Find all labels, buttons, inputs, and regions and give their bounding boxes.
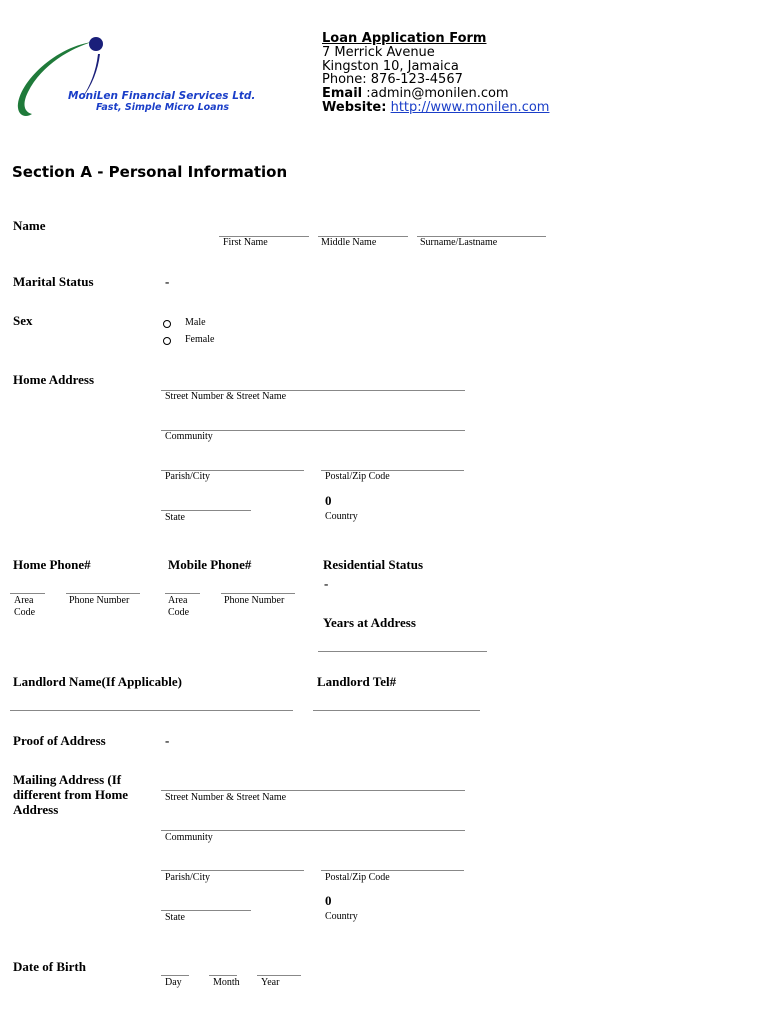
mail-community-caption: Community [165, 832, 213, 843]
proof-of-address-label: Proof of Address [13, 733, 106, 748]
logo-company-name: MoniLen Financial Services Ltd. [68, 90, 256, 102]
mail-state-input[interactable] [161, 896, 251, 911]
sex-label: Sex [13, 313, 33, 328]
landlord-name-label: Landlord Name(If Applicable) [13, 674, 183, 689]
home-street-caption: Street Number & Street Name [165, 391, 287, 402]
sex-male-label: Male [185, 317, 206, 328]
marital-status-label: Marital Status [13, 274, 94, 289]
website-link[interactable]: http://www.monilen.com [390, 99, 550, 115]
landlord-tel-label: Landlord Tel# [317, 674, 397, 689]
surname-caption: Surname/Lastname [420, 237, 498, 248]
years-at-address-label: Years at Address [323, 615, 416, 630]
home-country-caption: Country [325, 511, 358, 522]
mail-street-input[interactable] [161, 776, 465, 791]
mail-parish-caption: Parish/City [165, 872, 211, 883]
first-name-input[interactable] [219, 222, 309, 237]
home-street-input[interactable] [161, 376, 465, 391]
home-phone-number-input[interactable] [66, 579, 140, 594]
landlord-tel-input[interactable] [313, 696, 480, 711]
middle-name-caption: Middle Name [321, 237, 377, 248]
address-line-1: 7 Merrick Avenue [322, 44, 435, 60]
mail-postal-input[interactable] [321, 856, 464, 871]
marital-status-select[interactable]: - [165, 274, 170, 289]
surname-input[interactable] [417, 222, 546, 237]
company-contact-block [322, 32, 549, 115]
first-name-caption: First Name [223, 237, 268, 248]
dob-label: Date of Birth [13, 959, 86, 974]
mail-country-caption: Country [325, 911, 358, 922]
years-at-address-input[interactable] [318, 637, 487, 652]
proof-of-address-select[interactable]: - [165, 733, 170, 748]
residential-status-select[interactable]: - [324, 576, 329, 591]
dob-month-input[interactable] [209, 961, 237, 976]
mail-street-caption: Street Number & Street Name [165, 792, 287, 803]
email-line: Email :admin@monilen.com [322, 86, 509, 102]
sex-male-radio[interactable] [161, 318, 175, 332]
dob-day-input[interactable] [161, 961, 189, 976]
radio-icon [163, 337, 171, 345]
middle-name-input[interactable] [318, 222, 408, 237]
home-community-input[interactable] [161, 416, 465, 431]
mobile-area-code-input[interactable] [165, 579, 200, 594]
mail-parish-input[interactable] [161, 856, 304, 871]
dob-year-caption: Year [261, 977, 280, 988]
phone-text: Phone: 876-123-4567 [322, 72, 463, 88]
address-line-2: Kingston 10, Jamaica [322, 58, 459, 74]
section-title: Section A - Personal Information [12, 163, 288, 181]
home-area-caption: Area Code [14, 595, 36, 618]
dob-month-caption: Month [213, 977, 240, 988]
mail-country-select[interactable]: 0 [325, 893, 332, 908]
home-area-code-input[interactable] [10, 579, 45, 594]
home-community-caption: Community [165, 431, 213, 442]
home-phone-label: Home Phone# [13, 557, 91, 572]
home-state-caption: State [165, 512, 185, 523]
dob-year-input[interactable] [257, 961, 301, 976]
mailing-address-label: Mailing Address (If different from Home Address [13, 772, 129, 817]
company-logo [12, 34, 302, 120]
home-number-caption: Phone Number [69, 595, 130, 606]
mobile-phone-number-input[interactable] [221, 579, 295, 594]
home-state-input[interactable] [161, 496, 251, 511]
home-country-select[interactable]: 0 [325, 493, 332, 508]
mobile-number-caption: Phone Number [224, 595, 285, 606]
residential-status-label: Residential Status [323, 557, 424, 572]
mail-state-caption: State [165, 912, 185, 923]
home-postal-caption: Postal/Zip Code [325, 471, 390, 482]
mail-postal-caption: Postal/Zip Code [325, 872, 390, 883]
website-line: Website: http://www.monilen.com [322, 99, 550, 115]
mail-community-input[interactable] [161, 816, 465, 831]
sex-female-radio[interactable] [161, 335, 175, 349]
landlord-name-input[interactable] [10, 696, 293, 711]
logo-tagline: Fast, Simple Micro Loans [96, 102, 229, 113]
radio-icon [163, 320, 171, 328]
sex-female-label: Female [185, 334, 215, 345]
name-label: Name [13, 218, 46, 233]
home-postal-input[interactable] [321, 456, 464, 471]
dob-day-caption: Day [165, 977, 182, 988]
home-parish-caption: Parish/City [165, 471, 211, 482]
home-parish-input[interactable] [161, 456, 304, 471]
home-address-label: Home Address [13, 372, 95, 387]
mobile-phone-label: Mobile Phone# [168, 557, 252, 572]
form-title: Loan Application Form [322, 31, 487, 46]
mobile-area-caption: Area Code [168, 595, 190, 618]
